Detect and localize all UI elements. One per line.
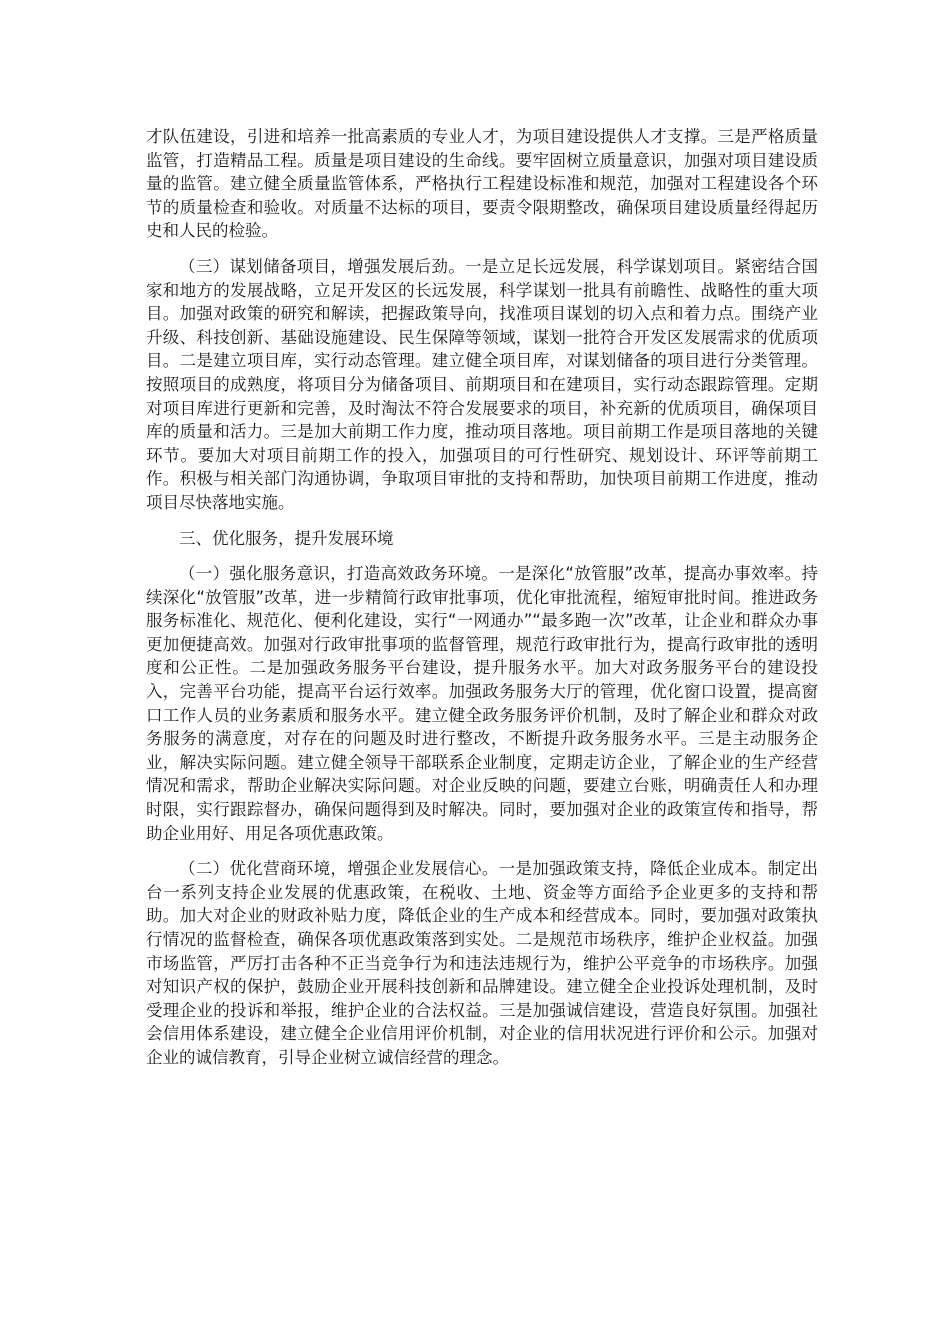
paragraph-quality-supervision: 才队伍建设，引进和培养一批高素质的专业人才，为项目建设提供人才支撑。三是严格质量监管，打造精品工程。质量是项目建设的生命线。要牢固树立质量意识，加强对项目建设质量的监管。建立健全质量监管体系，严格执行工程建设标准和规范，加强对工程建设各个环节的质量检查和验收。对质量不达标的项目，要责令限期整改，确保项目建设质量经得起历史和人民的检验。	[146, 127, 818, 241]
document-body	[146, 125, 818, 1082]
paragraph-service-awareness: （一）强化服务意识，打造高效政务环境。一是深化“放管服”改革，提高办事效率。持续深化“放管服”改革，进一步精简行政审批事项，优化审批流程，缩短审批时间。推进政务服务标准化、规范化、便利化建设，实行“一网通办”“最多跑一次”改革，让企业和群众办事更加便捷高效。加强对行政审批事项的监督管理，规范行政审批行为，提高行政审批的透明度和公正性。二是加强政务服务平台建设，提升服务水平。加大对政务服务平台的建设投入，完善平台功能，提高平台运行效率。加强政务服务大厅的管理，优化窗口设置，提高窗口工作人员的业务素质和服务水平。建立健全政务服务评价机制，及时了解企业和群众对政务服务的满意度，对存在的问题及时进行整改，不断提升政务服务水平。三是主动服务企业，解决实际问题。建立健全领导干部联系企业制度，定期走访企业，了解企业的生产经营情况和需求，帮助企业解决实际问题。对企业反映的问题，要建立台账，明确责任人和办理时限，实行跟踪督办，确保问题得到及时解决。同时，要加强对企业的政策宣传和指导，帮助企业用好、用足各项优惠政策。	[146, 564, 818, 843]
paragraph-business-environment: （二）优化营商环境，增强企业发展信心。一是加强政策支持，降低企业成本。制定出台一系列支持企业发展的优惠政策，在税收、土地、资金等方面给予企业更多的支持和帮助。加大对企业的财政补贴力度，降低企业的生产成本和经营成本。同时，要加强对政策执行情况的监督检查，确保各项优惠政策落到实处。二是规范市场秩序，维护企业权益。加强市场监管，严厉打击各种不正当竞争行为和违法违规行为，维护公平竞争的市场秩序。加强对知识产权的保护，鼓励企业开展科技创新和品牌建设。建立健全企业投诉处理机制，及时受理企业的投诉和举报，维护企业的合法权益。三是加强诚信建设，营造良好氛围。加强社会信用体系建设，建立健全企业信用评价机制，对企业的信用状况进行评价和公示。加强对企业的诚信教育，引导企业树立诚信经营的理念。	[146, 859, 818, 1067]
section-heading-optimize-service: 三、优化服务，提升发展环境	[179, 528, 394, 548]
paragraph-project-planning: （三）谋划储备项目，增强发展后劲。一是立足长远发展，科学谋划项目。紧密结合国家和地方的发展战略，立足开发区的长远发展，科学谋划一批具有前瞻性、战略性的重大项目。加强对政策的研究和解读，把握政策导向，找准项目谋划的切入点和着力点。围绕产业升级、科技创新、基础设施建设、民生保障等领域，谋划一批符合开发区发展需求的优质项目。二是建立项目库，实行动态管理。建立健全项目库，对谋划储备的项目进行分类管理。按照项目的成熟度，将项目分为储备项目、前期项目和在建项目，实行动态跟踪管理。定期对项目库进行更新和完善，及时淘汰不符合发展要求的项目，补充新的优质项目，确保项目库的质量和活力。三是加大前期工作力度，推动项目落地。项目前期工作是项目落地的关键环节。要加大对项目前期工作的投入，加强项目的可行性研究、规划设计、环评等前期工作。积极与相关部门沟通协调，争取项目审批的支持和帮助，加快项目前期工作进度，推动项目尽快落地实施。	[146, 256, 818, 512]
